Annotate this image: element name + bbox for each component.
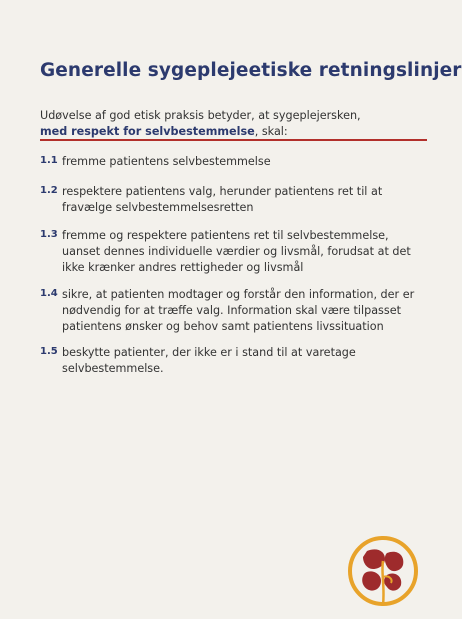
item-text: fremme patientens selvbestemmelse xyxy=(62,155,271,168)
organization-logo-icon xyxy=(345,533,421,609)
item-number: 1.3 xyxy=(40,229,58,240)
item-number: 1.4 xyxy=(40,288,58,299)
item-text: respektere patientens valg, herunder patientens ret til at fravælge selvbestemmelsesretten xyxy=(62,185,383,214)
intro-paragraph xyxy=(40,108,420,140)
item-text: sikre, at patienten modtager og forstår den information, der er nødvendig for at træffe valg. Information skal være tilpasset patientens ønsker og behov samt patientens livssituation xyxy=(62,288,415,333)
item-number: 1.5 xyxy=(40,346,58,357)
intro-text: Udøvelse af god etisk praksis betyder, at sygeplejersken, xyxy=(40,109,361,122)
intro-tail: , skal: xyxy=(254,125,288,138)
page-title: Generelle sygeplejeetiske retningslinjer xyxy=(40,60,462,81)
intro-highlight: med respekt for selvbestemmelse xyxy=(40,125,255,138)
red-divider xyxy=(40,139,427,141)
item-text: fremme og respektere patientens ret til selvbestemmelse, uanset dennes individuelle værdier og livsmål, forudsat at det ikke krænker andres rettigheder og livsmål xyxy=(62,229,411,274)
item-text: beskytte patienter, der ikke er i stand til at varetage selvbestemmelse. xyxy=(62,346,356,375)
item-number: 1.1 xyxy=(40,155,58,166)
item-number: 1.2 xyxy=(40,185,58,196)
